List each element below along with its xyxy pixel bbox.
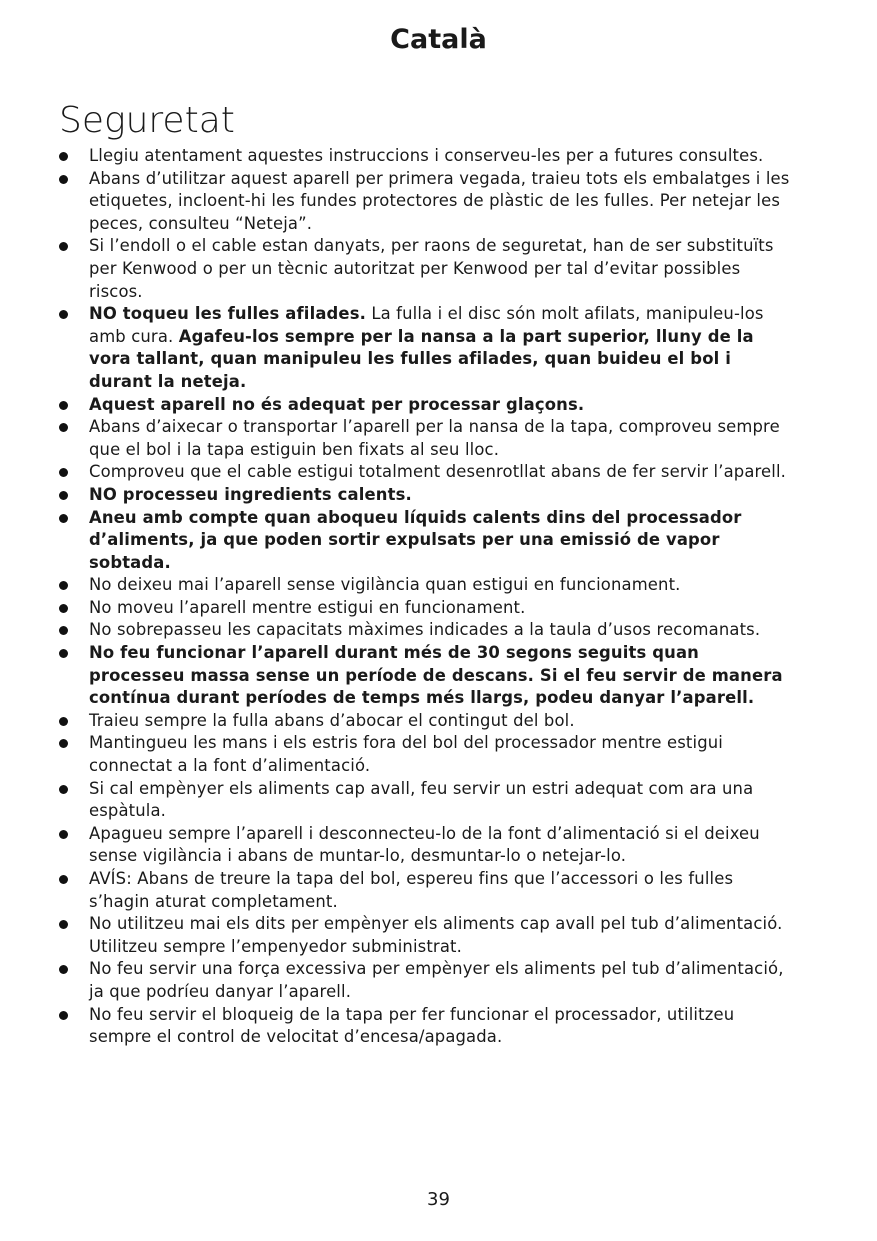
safety-item: Mantingueu les mans i els estris fora del bol del processador mentre estigui connectat a la font d’alimentació.	[59, 732, 794, 777]
safety-item: No utilitzeu mai els dits per empènyer els aliments cap avall pel tub d’alimentació. Utilitzeu sempre l’empenyedor subministrat.	[59, 913, 794, 958]
safety-item: No feu servir una força excessiva per empènyer els aliments pel tub d’alimentació, ja que podríeu danyar l’aparell.	[59, 958, 794, 1003]
bullet-icon	[59, 152, 68, 161]
safety-list	[59, 145, 794, 1049]
language-heading: Català	[390, 24, 487, 55]
safety-item: Aneu amb compte quan aboqueu líquids calents dins del processador d’aliments, ja que poden sortir expulsats per una emissió de vapor sobtada.	[59, 507, 794, 575]
safety-item: NO processeu ingredients calents.	[59, 484, 794, 507]
bullet-icon	[59, 626, 68, 635]
bullet-icon	[59, 649, 68, 658]
safety-item: No feu funcionar l’aparell durant més de 30 segons seguits quan processeu massa sense un període de descans. Si el feu servir de manera contínua durant períodes de temps més llargs, podeu danyar l’aparell.	[59, 642, 794, 710]
safety-item: No moveu l’aparell mentre estigui en funcionament.	[59, 597, 794, 620]
bullet-icon	[59, 604, 68, 613]
section-title: Seguretat	[59, 100, 235, 141]
bullet-icon	[59, 717, 68, 726]
safety-item: Comproveu que el cable estigui totalment desenrotllat abans de fer servir l’aparell.	[59, 461, 794, 484]
bullet-icon	[59, 1011, 68, 1020]
safety-item: Traieu sempre la fulla abans d’abocar el contingut del bol.	[59, 710, 794, 733]
safety-item: Si l’endoll o el cable estan danyats, per raons de seguretat, han de ser substituïts per Kenwood o per un tècnic autoritzat per Kenwood per tal d’evitar possibles riscos.	[59, 235, 794, 303]
safety-item: Abans d’utilitzar aquest aparell per primera vegada, traieu tots els embalatges i les etiquetes, incloent-hi les fundes protectores de plàstic de les fulles. Per netejar les peces, consulteu “Neteja”.	[59, 168, 794, 236]
safety-item: Aquest aparell no és adequat per processar glaçons.	[59, 394, 794, 417]
bullet-icon	[59, 175, 68, 184]
bullet-icon	[59, 739, 68, 748]
safety-item: No sobrepasseu les capacitats màximes indicades a la taula d’usos recomanats.	[59, 619, 794, 642]
bullet-icon	[59, 514, 68, 523]
safety-item: No feu servir el bloqueig de la tapa per fer funcionar el processador, utilitzeu sempre el control de velocitat d’encesa/apagada.	[59, 1004, 794, 1049]
safety-item: AVÍS: Abans de treure la tapa del bol, espereu fins que l’accessori o les fulles s’hagin aturat completament.	[59, 868, 794, 913]
safety-item: NO toqueu les fulles afilades. La fulla i el disc són molt afilats, manipuleu-los amb cura. Agafeu-los sempre per la nansa a la part superior, lluny de la vora tallant, quan manipuleu les fulles afilades, quan buideu el bol i durant la neteja.	[59, 303, 794, 393]
bullet-icon	[59, 875, 68, 884]
safety-item: No deixeu mai l’aparell sense vigilància quan estigui en funcionament.	[59, 574, 794, 597]
safety-item: Abans d’aixecar o transportar l’aparell per la nansa de la tapa, comproveu sempre que el bol i la tapa estiguin ben fixats al seu lloc.	[59, 416, 794, 461]
bullet-icon	[59, 785, 68, 794]
bullet-icon	[59, 491, 68, 500]
bullet-icon	[59, 581, 68, 590]
bullet-icon	[59, 310, 68, 319]
safety-item: Llegiu atentament aquestes instruccions i conserveu-les per a futures consultes.	[59, 145, 794, 168]
bullet-icon	[59, 242, 68, 251]
bullet-icon	[59, 920, 68, 929]
page-number: 39	[427, 1189, 450, 1210]
safety-item: Apagueu sempre l’aparell i desconnecteu-lo de la font d’alimentació si el deixeu sense vigilància i abans de muntar-lo, desmuntar-lo o netejar-lo.	[59, 823, 794, 868]
bullet-icon	[59, 401, 68, 410]
bullet-icon	[59, 965, 68, 974]
safety-item: Si cal empènyer els aliments cap avall, feu servir un estri adequat com ara una espàtula.	[59, 778, 794, 823]
bullet-icon	[59, 423, 68, 432]
bullet-icon	[59, 468, 68, 477]
bullet-icon	[59, 830, 68, 839]
